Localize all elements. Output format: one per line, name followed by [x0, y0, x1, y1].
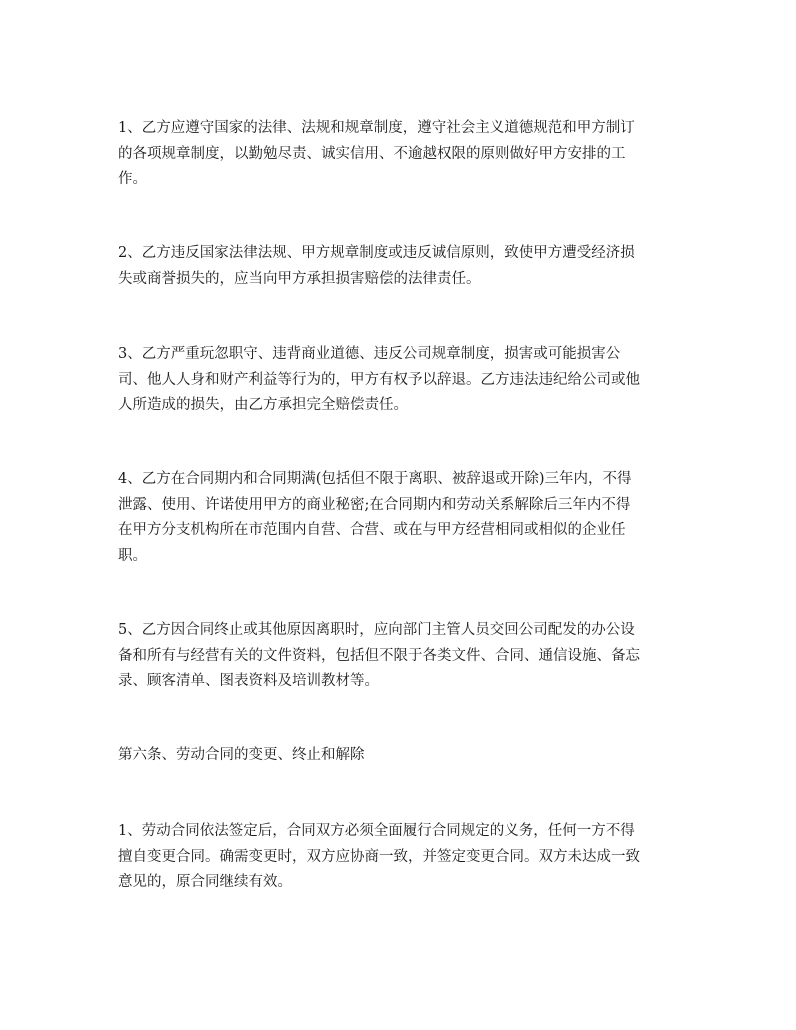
clause-line: 意见的，原合同继续有效。: [118, 874, 292, 890]
section-heading-article-6: 第六条、劳动合同的变更、终止和解除: [118, 747, 365, 763]
clause-line: 失或商誉损失的，应当向甲方承担损害赔偿的法律责任。: [118, 270, 481, 287]
clause-line: 泄露、使用、许诺使用甲方的商业秘密;在合同期内和劳动关系解除后三年内不得: [118, 496, 631, 513]
clause-line: 2、乙方违反国家法律法规、甲方规章制度或违反诚信原则，致使甲方遭受经济损: [118, 245, 635, 261]
clause-4-trade-secrets: [118, 467, 683, 569]
clause-3-dismissal: [118, 342, 683, 419]
clause-line: 司、他人人身和财产利益等行为的，甲方有权予以辞退。乙方违法违纪给公司或他: [118, 371, 640, 388]
clause-line: 人所造成的损失，由乙方承担完全赔偿责任。: [118, 397, 408, 413]
clause-line: 作。: [118, 171, 147, 187]
clause-line: 录、顾客清单、图表资料及培训教材等。: [118, 673, 379, 689]
clause-2-liability: [118, 241, 683, 292]
clause-line: 1、劳动合同依法签定后，合同双方必须全面履行合同规定的义务，任何一方不得: [118, 823, 635, 839]
article-6-clause-1-modification: [118, 819, 683, 896]
clause-line: 擅自变更合同。确需变更时，双方应协商一致，并签定变更合同。双方未达成一致: [118, 848, 640, 865]
clause-line: 1、乙方应遵守国家的法律、法规和规章制度，遵守社会主义道德规范和甲方制订: [118, 120, 635, 136]
clause-line: 的各项规章制度，以勤勉尽责、诚实信用、不逾越权限的原则做好甲方安排的工: [118, 145, 626, 162]
clause-line: 职。: [118, 547, 147, 564]
clause-line: 5、乙方因合同终止或其他原因离职时，应向部门主管人员交回公司配发的办公设: [118, 622, 635, 638]
clause-line: 4、乙方在合同期内和合同期满(包括但不限于离职、被辞退或开除)三年内，不得: [118, 471, 632, 487]
clause-line: 备和所有与经营有关的文件资料，包括但不限于各类文件、合同、通信设施、备忘: [118, 647, 640, 664]
clause-5-return-property: [118, 618, 683, 695]
clause-line: 在甲方分支机构所在市范围内自营、合营、或在与甲方经营相同或相似的企业任: [118, 522, 626, 538]
clause-line: 3、乙方严重玩忽职守、违背商业道德、违反公司规章制度，损害或可能损害公: [118, 346, 621, 362]
clause-1-obey-laws: [118, 116, 683, 193]
